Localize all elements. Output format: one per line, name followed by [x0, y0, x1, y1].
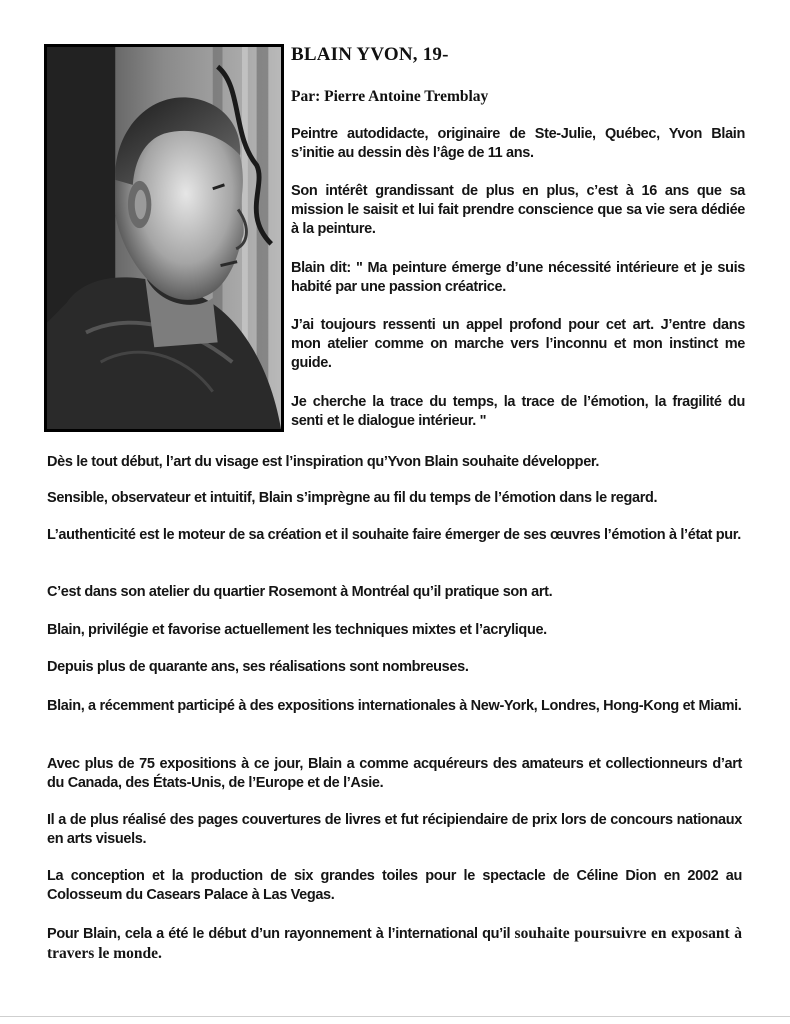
paragraph: Avec plus de 75 expositions à ce jour, Blain a comme acquéreurs des amateurs et collectionneurs d’art du Canada, des États-Unis, de l’Europe et de l’Asie.	[47, 756, 742, 791]
document-byline: Par: Pierre Antoine Tremblay	[291, 88, 489, 105]
paragraph: Blain dit: " Ma peinture émerge d’une nécessité intérieure et je suis habité par une passion créatrice.	[291, 260, 745, 295]
paragraph: Son intérêt grandissant de plus en plus, c’est à 16 ans que sa mission le saisit et lui fait prendre conscience que sa vie sera dédiée à la peinture.	[291, 183, 745, 237]
paragraph: Sensible, observateur et intuitif, Blain s’imprègne au fil du temps de l’émotion dans le regard.	[47, 490, 658, 506]
portrait-photo	[44, 44, 284, 432]
paragraph: La conception et la production de six grandes toiles pour le spectacle de Céline Dion en 2002 au Colosseum du Casears Palace à Las Vegas.	[47, 868, 742, 903]
paragraph-last	[47, 924, 742, 964]
paragraph: Peintre autodidacte, originaire de Ste-Julie, Québec, Yvon Blain s’initie au dessin dès l’âge de 11 ans.	[291, 126, 745, 161]
paragraph: Blain, a récemment participé à des expositions internationales à New-York, Londres, Hong-Kong et Miami.	[47, 698, 742, 714]
paragraph: Depuis plus de quarante ans, ses réalisations sont nombreuses.	[47, 659, 469, 675]
portrait-photo-icon	[47, 47, 281, 429]
paragraph: Dès le tout début, l’art du visage est l’inspiration qu’Yvon Blain souhaite développer.	[47, 454, 600, 470]
paragraph: C’est dans son atelier du quartier Rosemont à Montréal qu’il pratique son art.	[47, 584, 553, 600]
paragraph: Il a de plus réalisé des pages couvertures de livres et fut récipiendaire de prix lors de concours nationaux en arts visuels.	[47, 812, 742, 847]
page-bottom-rule	[0, 1016, 790, 1017]
paragraph: L’authenticité est le moteur de sa création et il souhaite faire émerger de ses œuvres l’émotion à l’état pur.	[47, 527, 741, 543]
document-title: BLAIN YVON, 19-	[291, 44, 449, 65]
paragraph: J’ai toujours ressenti un appel profond pour cet art. J’entre dans mon atelier comme on marche vers l’inconnu et mon instinct me guide.	[291, 317, 745, 371]
paragraph: Blain, privilégie et favorise actuellement les techniques mixtes et l’acrylique.	[47, 622, 547, 638]
paragraph: Je cherche la trace du temps, la trace de l’émotion, la fragilité du senti et le dialogue intérieur. "	[291, 394, 745, 429]
paragraph-last-end: souhaite poursuivre en exposant à travers le monde.	[47, 925, 742, 962]
paragraph-last-start: Pour Blain, cela a été le début d’un rayonnement à l’international qu’il	[47, 926, 515, 942]
